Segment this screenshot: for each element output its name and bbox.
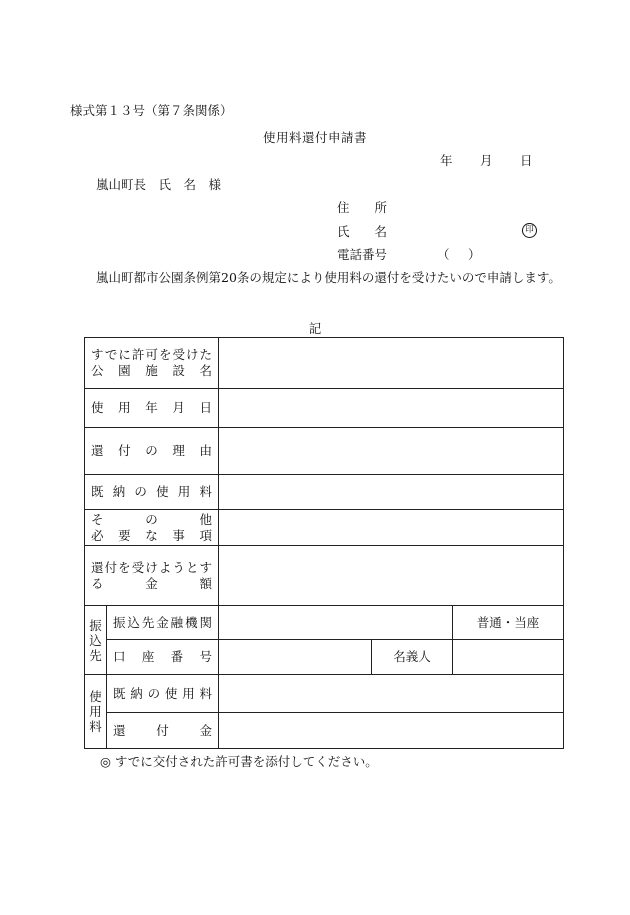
other-matters-label bbox=[85, 510, 219, 546]
refund-money-label: 還付金 bbox=[107, 713, 219, 749]
refund-reason-input[interactable] bbox=[219, 428, 564, 475]
fee-char-2: 用 bbox=[89, 704, 102, 719]
phone-label: 電話番号 bbox=[337, 247, 388, 262]
park-facility-label bbox=[85, 338, 219, 389]
refund-amount-label-line2: る金額 bbox=[91, 575, 213, 591]
usage-fee-group bbox=[85, 675, 107, 749]
attachment-note: ◎ すでに交付された許可書を添付してください。 bbox=[100, 754, 378, 769]
other-matters-label-line2: 必要な事項 bbox=[91, 527, 213, 543]
ki-heading: 記 bbox=[308, 321, 322, 336]
address-field[interactable] bbox=[337, 198, 435, 216]
park-facility-label-line1: すでに許可を受けた bbox=[91, 347, 213, 362]
refund-money-input[interactable] bbox=[219, 713, 564, 749]
name-label: 氏 名 bbox=[337, 224, 388, 239]
address-label: 住 所 bbox=[337, 200, 388, 215]
transfer-destination-group bbox=[85, 606, 107, 675]
phone-paren-open: （ bbox=[437, 247, 450, 262]
addressee: 嵐山町長 氏 名 様 bbox=[96, 177, 222, 192]
phone-paren-close: ） bbox=[468, 247, 481, 262]
application-form-table bbox=[84, 337, 564, 749]
seal-mark: 印 bbox=[522, 223, 537, 238]
refund-amount-input[interactable] bbox=[219, 546, 564, 606]
year-label: 年 bbox=[440, 153, 453, 168]
account-holder-label: 名義人 bbox=[372, 640, 453, 675]
transfer-char-2: 込 bbox=[89, 632, 102, 648]
account-holder-input[interactable] bbox=[453, 640, 564, 675]
document-title: 使用料還付申請書 bbox=[262, 130, 367, 145]
transfer-char-3: 先 bbox=[89, 647, 102, 663]
day-label: 日 bbox=[520, 153, 533, 168]
park-facility-input[interactable] bbox=[219, 338, 564, 389]
fee-paid-input[interactable] bbox=[219, 675, 564, 713]
date-line bbox=[440, 151, 533, 169]
fee-paid-label: 既納の使用料 bbox=[107, 675, 219, 713]
name-field[interactable] bbox=[337, 222, 435, 240]
paid-fee-input[interactable] bbox=[219, 475, 564, 510]
paid-fee-label: 既納の使用料 bbox=[85, 475, 219, 510]
fee-char-3: 料 bbox=[89, 719, 102, 734]
account-number-input[interactable] bbox=[219, 640, 372, 675]
month-label: 月 bbox=[480, 153, 493, 168]
refund-reason-label: 還付の理由 bbox=[85, 428, 219, 475]
refund-amount-label-line1: 還付を受けようとす bbox=[91, 559, 213, 575]
park-facility-label-line2: 公園施設名 bbox=[91, 363, 213, 378]
fee-char-1: 使 bbox=[89, 689, 102, 704]
usage-date-label: 使用年月日 bbox=[85, 389, 219, 428]
refund-amount-label bbox=[85, 546, 219, 606]
account-number-label: 口座番号 bbox=[107, 640, 219, 675]
application-statement: 嵐山町都市公園条例第20条の規定により使用料の還付を受けたいので申請します。 bbox=[96, 270, 561, 285]
form-number: 様式第１３号（第７条関係） bbox=[70, 103, 233, 118]
bank-label: 振込先金融機関 bbox=[107, 606, 219, 640]
other-matters-input[interactable] bbox=[219, 510, 564, 546]
account-type[interactable]: 普通・当座 bbox=[453, 606, 564, 640]
bank-input[interactable] bbox=[219, 606, 453, 640]
transfer-char-1: 振 bbox=[89, 617, 102, 633]
phone-field[interactable] bbox=[337, 245, 435, 263]
usage-date-input[interactable] bbox=[219, 389, 564, 428]
other-matters-label-line1: その他 bbox=[91, 511, 213, 527]
